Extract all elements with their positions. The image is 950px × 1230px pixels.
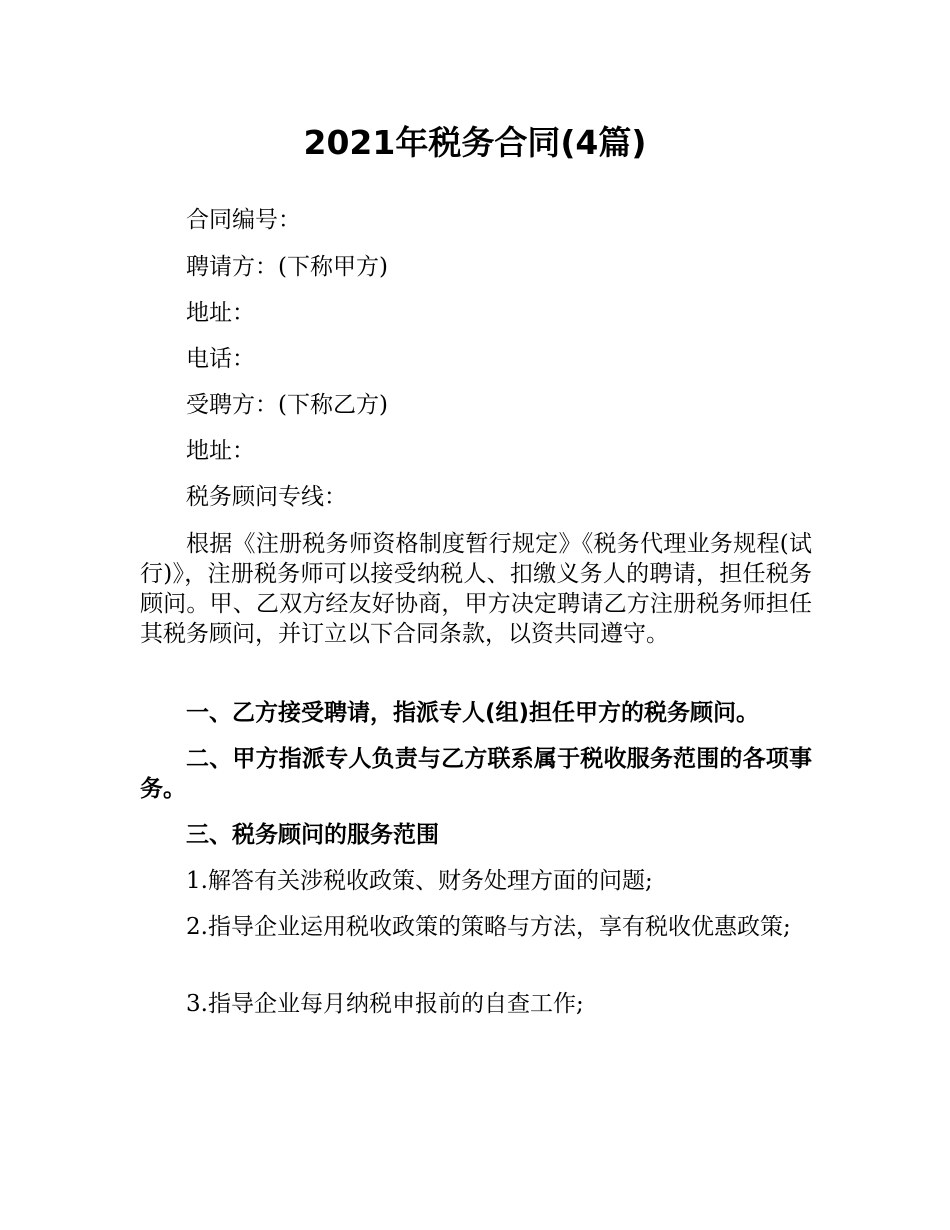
contract-number-field: 合同编号： bbox=[186, 207, 301, 233]
service-item-2: 2.指导企业运用税收政策的策略与方法，享有税收优惠政策; bbox=[186, 914, 791, 940]
hotline-field: 税务顾问专线： bbox=[186, 484, 347, 510]
employer-field: 聘请方：(下称甲方) bbox=[186, 254, 388, 280]
service-item-1: 1.解答有关涉税收政策、财务处理方面的问题; bbox=[186, 868, 653, 894]
clause-2: 二、甲方指派专人负责与乙方联系属于税收服务范围的各项事务。 bbox=[140, 746, 812, 802]
clause-1: 一、乙方接受聘请，指派专人(组)担任甲方的税务顾问。 bbox=[186, 700, 760, 726]
employer-address-field: 地址： bbox=[186, 300, 255, 326]
employee-address-field: 地址： bbox=[186, 438, 255, 464]
document-title: 2021年税务合同(4篇) bbox=[303, 123, 647, 162]
intro-paragraph: 根据《注册税务师资格制度暂行规定》《税务代理业务规程(试行)》，注册税务师可以接受纳税人、扣缴义务人的聘请，担任税务顾问。甲、乙双方经友好协商，甲方决定聘请乙方注册税务师担任其税务顾问，并订立以下合同条款，以资共同遵守。 bbox=[140, 531, 812, 647]
clause-3-heading: 三、税务顾问的服务范围 bbox=[186, 822, 439, 848]
service-item-3: 3.指导企业每月纳税申报前的自查工作; bbox=[186, 991, 584, 1017]
employee-field: 受聘方：(下称乙方) bbox=[186, 392, 388, 418]
phone-field: 电话： bbox=[186, 346, 255, 372]
